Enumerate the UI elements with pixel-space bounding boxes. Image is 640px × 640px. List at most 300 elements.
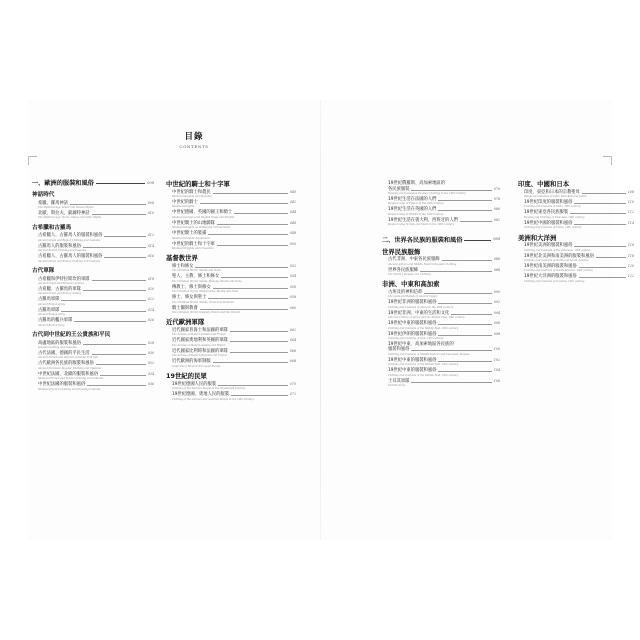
entry-page-number: 076: [493, 186, 500, 191]
entry-english-subtitle: Uniforms of Modern European Navies: [172, 364, 221, 368]
entry-title: 古希臘人、古羅馬人的服裝和風俗: [38, 254, 103, 260]
entry-title: 古希臘人、古羅馬人的服裝和風俗: [38, 233, 103, 239]
chapter: [32, 332, 154, 391]
toc-entry[interactable]: [32, 351, 154, 360]
entry-title: 中世紀的騎士: [172, 199, 198, 205]
entry-english-subtitle: Ancient Roman Navy: [38, 323, 65, 327]
leader-line: [451, 314, 492, 315]
leader-line: [234, 213, 288, 214]
chapter-title: 近代歐洲軍隊: [166, 318, 205, 327]
entry-title: 19世紀俄羅斯、高加索地區的: [388, 181, 446, 186]
entry-title: 土耳其軍隊: [388, 378, 410, 384]
entry-title: 古羅馬人的服裝和風俗: [38, 243, 81, 249]
toc-entry[interactable]: [32, 318, 154, 327]
entry-page-number: 072: [289, 392, 296, 396]
entry-english-subtitle: Medieval French Clothing and Dressing Customs: [38, 387, 101, 391]
entry-english-subtitle: The Armies of Modern Prussia and France: [172, 333, 226, 337]
toc-entry[interactable]: [518, 210, 634, 219]
entry-title: 高盧地區的服裝和風俗: [38, 340, 81, 346]
entry-page-number: 120: [627, 263, 634, 268]
entry-english-subtitle: Ancient Greek and Roman Clothing and Customs: [38, 238, 101, 242]
entry-page-number: 044: [289, 210, 296, 215]
entry-english-subtitle: Clothing and Customs of the Middle East, 19th century: [388, 326, 459, 330]
entry-title: 古希臘和伊特拉斯坎的軍隊: [38, 276, 90, 282]
leader-line: [230, 352, 288, 353]
leader-line: [574, 224, 625, 225]
entry-page-number: 018: [147, 276, 154, 281]
entry-page-number: 048: [289, 231, 296, 236]
entry-english-subtitle: Ancient Roman Army: [38, 302, 65, 306]
entry-page-number: 060: [289, 305, 296, 310]
entry-english-subtitle: Religious Costumes of India, East Asia and Japan: [524, 195, 587, 198]
leader-line: [579, 267, 626, 268]
entry-page-number: 016: [147, 254, 154, 259]
entry-title-continued: 各民族服裝: [388, 186, 410, 192]
toc-entry[interactable]: [166, 210, 296, 219]
toc-entry[interactable]: [518, 243, 634, 252]
entry-title: 19世紀中東的服裝和風俗: [388, 357, 437, 363]
toc-entry[interactable]: [518, 221, 634, 230]
toc-entry[interactable]: [166, 285, 296, 294]
entry-title: 傳教士、修士與修女: [172, 284, 211, 290]
chapter-title: 神話時代: [32, 192, 55, 198]
toc-entry[interactable]: [32, 233, 154, 242]
leader-line: [438, 303, 491, 304]
toc-entry[interactable]: [166, 338, 296, 347]
entry-english-subtitle: The Christian World: Saints, Bishops, Monks and Nuns: [172, 279, 242, 283]
entry-page-number: 026: [147, 318, 154, 323]
entry-title: 19世紀生活在法國的人們: [388, 196, 437, 202]
leader-line: [83, 290, 146, 291]
leader-line: [438, 361, 491, 362]
entry-title: 19世紀非洲、中東的生活和文化: [388, 310, 450, 316]
leader-line: [92, 280, 146, 281]
entry-page-number: 086: [493, 257, 500, 262]
entry-page-number: 080: [493, 207, 500, 212]
leader-line: [411, 190, 491, 191]
entry-title: 中世紀的騎士和十字軍: [172, 241, 215, 247]
chapter: [32, 192, 154, 220]
leader-line: [213, 362, 288, 363]
entry-title: 中世紀德國、英國的國王和騎士: [172, 210, 233, 216]
entry-page-number: 070: [289, 381, 296, 386]
entry-page-number: 056: [289, 284, 296, 289]
toc-entry[interactable]: [32, 308, 154, 317]
entry-english-subtitle: Life and Culture of Africa and the Middle East, 19th century: [388, 316, 465, 320]
entry-english-subtitle: Ancient Greek and Roman Armies: [38, 292, 82, 296]
chapter: [382, 249, 500, 277]
leader-line: [213, 193, 288, 194]
toc-entry[interactable]: [32, 297, 154, 306]
entry-title: 中世紀的騎士和農民: [172, 189, 211, 195]
leader-line: [70, 204, 146, 205]
toc-entry[interactable]: [382, 332, 500, 341]
leader-line: [438, 371, 491, 372]
entry-page-number: 054: [289, 274, 296, 279]
entry-english-subtitle: The Armies of Modern Belgium and France: [172, 354, 227, 358]
entry-page-number: 092: [493, 300, 500, 305]
toc-entry[interactable]: [166, 200, 296, 209]
toc-entry[interactable]: [166, 221, 296, 230]
entry-english-subtitle: The Armies of Modern Austria and Britain: [172, 343, 226, 347]
entry-page-number: 046: [289, 220, 296, 225]
entry-title: 19世紀德國、奧地人民的服裝: [172, 392, 230, 397]
toc-entry[interactable]: [166, 349, 296, 358]
toc-entry[interactable]: [32, 382, 154, 391]
entry-english-subtitle: Ancient Roman Army: [38, 313, 65, 317]
toc-title: 目錄: [184, 132, 204, 142]
leader-line: [438, 335, 491, 336]
entry-title: 中世紀騎士的裝備: [172, 231, 207, 237]
chapter: [166, 373, 296, 401]
entry-page-number: 100: [493, 347, 500, 352]
entry-english-subtitle: Clothing and Customs of the Middle East, 19th century: [388, 373, 459, 377]
chapter: [382, 281, 500, 387]
entry-english-subtitle: Clothing and Customs of North and South America: [524, 259, 589, 263]
leader-line: [61, 311, 145, 312]
toc-entry[interactable]: [382, 197, 500, 206]
entry-page-number: 052: [289, 263, 296, 268]
leader-line: [411, 350, 491, 351]
section-heading: [382, 235, 500, 244]
entry-page-number: 010: [147, 210, 154, 215]
entry-english-subtitle: Clothing and Customs of the Americas, 19th century: [524, 248, 591, 252]
entry-title: 19世紀南美洲的服裝和風俗: [524, 263, 577, 269]
entry-title: 19世紀中國的服裝和風俗: [524, 220, 573, 226]
entry-english-subtitle: Clothing and Customs of South America, 19th century: [524, 269, 593, 273]
entry-page-number: 108: [627, 189, 634, 194]
toc-entry[interactable]: [166, 274, 296, 283]
leader-line: [96, 364, 146, 365]
toc-entry[interactable]: [32, 372, 154, 381]
entry-page-number: 058: [289, 295, 296, 300]
toc-entry[interactable]: [32, 341, 154, 350]
chapter-title: 印度、中國和日本: [518, 180, 570, 188]
leader-line: [424, 293, 492, 294]
entry-page-number: 020: [147, 286, 154, 291]
toc-entry[interactable]: [382, 379, 500, 388]
entry-english-subtitle: Medieval Knights and Peasants: [172, 195, 212, 198]
entry-page-number: 094: [493, 310, 500, 315]
leader-line: [208, 298, 288, 299]
entry-page-number: 112: [627, 210, 634, 215]
entry-title: 19世紀伊朗的服裝和風俗: [388, 331, 437, 337]
leader-line: [100, 375, 146, 376]
toc-entry[interactable]: [166, 306, 296, 315]
toc-column-1: [32, 178, 154, 391]
entry-title: 古羅馬軍隊: [38, 297, 60, 303]
entry-title: 古代非洲、中東各民族服飾: [388, 257, 440, 263]
entry-page-number: 122: [627, 274, 634, 279]
leader-line: [570, 213, 626, 214]
leader-line: [582, 193, 626, 194]
entry-page-number: 078: [493, 196, 500, 201]
entry-page-number: 064: [289, 338, 296, 343]
leader-line: [195, 267, 287, 268]
entry-page-number: 062: [289, 327, 296, 332]
chapter: [518, 235, 634, 284]
entry-title: 19世紀生活在英國的人們: [388, 207, 437, 213]
entry-english-subtitle: Clothing and Customs of India, 19th century: [524, 205, 581, 209]
chapter: [166, 181, 296, 250]
entry-english-subtitle: Peoples and Clothing of East Asia, 19th century: [524, 215, 585, 219]
entry-english-subtitle: The World's Peoples and Clothing: [388, 273, 431, 277]
toc-heading: [134, 130, 254, 149]
entry-page-number: 024: [147, 307, 154, 312]
entry-english-subtitle: Russian and Caucasian Peoples' Clothing in the 19th Century: [388, 192, 466, 195]
toc-entry[interactable]: [166, 359, 296, 368]
entry-english-subtitle: Ancient French and German Common Folk Life: [38, 356, 98, 360]
entry-page-number: 050: [289, 241, 296, 246]
leader-line: [104, 257, 145, 258]
leader-line: [460, 221, 492, 222]
leader-line: [574, 246, 625, 247]
entry-page-number: 040: [289, 189, 296, 194]
entry-page-number: 102: [493, 357, 500, 362]
leader-line: [213, 288, 288, 289]
entry-title: 近代國家比利時和法國的軍隊: [172, 348, 228, 354]
leader-line: [596, 257, 626, 258]
chapter-title: 古代到中世紀的王公貴族和平民: [32, 332, 111, 339]
entry-page-number: 114: [627, 220, 634, 225]
leader-line: [61, 300, 145, 301]
leader-line: [87, 385, 146, 386]
entry-english-subtitle: Medieval Knights: [172, 205, 195, 209]
leader-line: [230, 331, 288, 332]
section-label: 一、歐洲的服裝和風俗: [32, 180, 94, 187]
chapter-title: 中世紀的騎士和十字軍: [166, 180, 230, 188]
entry-english-subtitle: People Living in France in the 19th Century: [388, 202, 444, 206]
entry-title: 19世紀中東的服裝和風俗: [388, 368, 437, 374]
book-spread: [28, 100, 634, 540]
leader-line: [74, 321, 146, 322]
toc-entry[interactable]: [382, 321, 500, 330]
entry-page-number: 106: [493, 378, 500, 383]
entry-title: 世界各民族服飾: [388, 267, 419, 273]
toc-entry[interactable]: [32, 287, 154, 296]
toc-entry[interactable]: [382, 368, 500, 377]
corner-mark: [28, 156, 37, 165]
toc-column-2: [166, 176, 296, 401]
leader-line: [574, 203, 625, 204]
chapter-title: 古希臘和古羅馬: [32, 224, 72, 231]
leader-line: [92, 214, 146, 215]
chapter-title: 基督教世界: [166, 254, 198, 263]
entry-english-subtitle: Clothing and Customs of Africa in the 19th Century: [388, 305, 454, 309]
entry-title: 古埃及的神和信仰: [388, 289, 423, 295]
toc-entry[interactable]: [32, 201, 154, 210]
toc-entry[interactable]: [32, 254, 154, 263]
toc-entry[interactable]: [166, 231, 296, 240]
leader-line: [438, 324, 491, 325]
entry-title: 19世紀生活在義大利、西班牙的人們: [388, 217, 458, 223]
entry-title: 印度、東亞和日本的宗教聖母: [524, 189, 580, 195]
entry-english-subtitle: The Christian World: Monks, Nuns and Templars: [172, 300, 234, 304]
entry-page-number: 012: [147, 233, 154, 238]
entry-english-subtitle: Ancient Greek and Roman Clothing and Customs: [38, 259, 101, 263]
chapter: [32, 225, 154, 263]
entry-title: 19世紀非洲的服裝和風俗: [388, 300, 437, 306]
leader-line: [92, 354, 146, 355]
leader-line: [231, 395, 288, 396]
leader-line: [438, 210, 491, 211]
entry-title: 北歐、斯拉夫、凱爾特神話: [38, 210, 90, 216]
toc-entry[interactable]: [518, 274, 634, 283]
entry-page-number: 082: [493, 217, 500, 222]
entry-title: 古羅馬的艦兵軍隊: [38, 318, 73, 324]
leader-line: [83, 344, 146, 345]
entry-page-number: 042: [289, 199, 296, 204]
entry-page-number: 022: [147, 297, 154, 302]
entry-english-subtitle: Ancient Roman Clothing and Customs: [38, 249, 87, 253]
entry-english-subtitle: Clothing and Customs of the Middle East, 19th century: [388, 363, 459, 367]
entry-page-number: 066: [289, 348, 296, 353]
leader-line: [438, 200, 491, 201]
leader-line: [442, 260, 492, 261]
toc-entry[interactable]: [166, 295, 296, 304]
toc-entry[interactable]: [166, 382, 296, 391]
entry-title: 19世紀東亞各民族服裝: [524, 210, 569, 216]
entry-page-number: 014: [147, 243, 154, 248]
leader-line: [83, 247, 146, 248]
leader-line: [96, 183, 145, 184]
entry-english-subtitle: The Gods and Beliefs of Ancient Egypt: [388, 295, 437, 299]
toc-entry[interactable]: [518, 254, 634, 263]
entry-title: 古代法國、德國的平民生活: [38, 350, 90, 356]
entry-page-number: 030: [147, 350, 154, 355]
toc-entry[interactable]: [166, 190, 296, 199]
toc-entry[interactable]: [518, 190, 634, 199]
toc-entry[interactable]: [382, 290, 500, 299]
chapter-title: 19世紀的民眾: [166, 372, 207, 381]
toc-entry[interactable]: [382, 358, 500, 367]
entry-page-number: 028: [147, 340, 154, 345]
entry-english-subtitle: Medieval Knights on Horseback Tournaments: [172, 226, 230, 230]
entry-english-subtitle: People Living in Britain in the 19th Century: [388, 212, 444, 216]
toc-entry[interactable]: [382, 342, 500, 356]
entry-english-subtitle: Clothing and Customs of China, 19th century: [524, 226, 582, 230]
entry-english-subtitle: Ancient African and Middle Eastern Peoples' Clothing: [388, 262, 457, 266]
toc-entry[interactable]: [32, 211, 154, 220]
entry-page-number: 116: [627, 243, 634, 248]
entry-english-subtitle: Medieval French and Nordic Clothing and Customs: [38, 377, 104, 381]
entry-english-subtitle: The Christian World: Knightly Orders and the Church: [172, 311, 241, 315]
entry-page-number: 008: [147, 200, 154, 205]
entry-title: 希臘、羅馬神話: [38, 200, 69, 206]
toc-entry[interactable]: [382, 268, 500, 277]
toc-subtitle: CONTENTS: [179, 144, 209, 149]
leader-line: [230, 341, 288, 342]
toc-entry[interactable]: [518, 200, 634, 209]
chapter-title: 世界民族服飾: [382, 247, 421, 256]
leader-line: [217, 224, 288, 225]
entry-title: 19世紀德國人民的服裝: [172, 381, 217, 387]
entry-title: 騎士團與教會: [172, 305, 198, 311]
leader-line: [579, 277, 626, 278]
section-label: 二、世界各民族的服裝和風俗: [382, 236, 463, 244]
entry-english-subtitle: Gaulish Clothing and Customs: [38, 346, 77, 350]
toc-entry[interactable]: [166, 264, 296, 273]
entry-english-subtitle: Ancient European Peoples' Clothing and Customs: [38, 366, 101, 370]
entry-title: 古希臘、古羅馬的軍隊: [38, 286, 81, 292]
toc-entry[interactable]: [166, 392, 296, 401]
toc-entry[interactable]: [518, 264, 634, 273]
leader-line: [217, 245, 288, 246]
entry-page-number: 068: [289, 359, 296, 364]
toc-entry[interactable]: [32, 277, 154, 286]
toc-entry[interactable]: [382, 311, 500, 320]
entry-page-number: 118: [627, 253, 634, 258]
leader-line: [200, 203, 288, 204]
toc-column-3: [382, 176, 500, 388]
toc-entry[interactable]: [382, 218, 500, 227]
section-heading: [32, 178, 154, 187]
chapter-title: 美洲和大洋洲: [518, 233, 557, 242]
toc-entry[interactable]: [382, 207, 500, 216]
entry-english-subtitle: Clothing and Customs of Oceania, 19th century: [524, 279, 585, 283]
entry-english-subtitle: The Mythical Age: Greek and Roman Myths: [38, 206, 94, 209]
entry-english-subtitle: People Living in Italy and Spain in the 19th Century: [388, 223, 455, 227]
entry-title: 近代歐洲的海軍制服: [172, 359, 211, 365]
entry-english-subtitle: Clothing of the German and Austrian People in the 19th Century: [172, 397, 254, 401]
chapter-title: 非洲、中東和高加索: [382, 280, 440, 289]
entry-title: 修士和修女: [172, 263, 194, 269]
chapter: [166, 319, 296, 368]
entry-title: 聖人、主教、修士和修女: [172, 274, 220, 280]
entry-english-subtitle: Clothing of the German People in the Nineteenth Century: [172, 387, 246, 391]
leader-line: [104, 236, 145, 237]
toc-entry[interactable]: [382, 300, 500, 309]
entry-page-number: 098: [493, 331, 500, 336]
entry-page-number: 036: [147, 382, 154, 387]
book-gutter: [320, 100, 321, 540]
chapter: [32, 268, 154, 327]
toc-entry[interactable]: [382, 181, 500, 195]
chapter: [166, 255, 296, 314]
entry-page-number: 088: [493, 267, 500, 272]
section-page-number: 008: [147, 180, 154, 185]
toc-entry[interactable]: [32, 361, 154, 370]
entry-title: 古羅馬軍隊: [38, 307, 60, 313]
corner-mark: [603, 156, 612, 165]
leader-line: [411, 382, 491, 383]
entry-english-subtitle: The Christian World: Missionaries, Monks and Nuns: [172, 290, 239, 294]
toc-entry[interactable]: [32, 244, 154, 253]
leader-line: [420, 271, 492, 272]
entry-title: 19世紀大洋洲的服裝和風俗: [524, 274, 577, 280]
toc-entry[interactable]: [166, 328, 296, 337]
entry-page-number: 032: [147, 361, 154, 366]
entry-english-subtitle: Turkish Army: [388, 384, 406, 388]
leader-line: [464, 240, 491, 241]
entry-title: 近代國家奧地利和英國的軍隊: [172, 338, 228, 344]
toc-entry[interactable]: [166, 242, 296, 251]
leader-line: [221, 277, 288, 278]
section-page-number: 084: [493, 237, 500, 242]
entry-title: 19世紀印度的服裝和風俗: [524, 199, 573, 205]
entry-page-number: 090: [493, 289, 500, 294]
entry-english-subtitle: Medieval Knights and Crusaders: [172, 247, 214, 251]
entry-english-subtitle: The Christian World: Monks and Nuns: [172, 269, 221, 273]
entry-english-subtitle: The Mythical Age: Norse, Slavic and Celtic Myths: [38, 216, 102, 220]
entry-page-number: 110: [627, 199, 634, 204]
leader-line: [200, 309, 288, 310]
entry-title: 中世紀騎士的山地騎隊: [172, 220, 215, 226]
toc-entry[interactable]: [382, 257, 500, 266]
leader-line: [218, 385, 288, 386]
entry-page-number: 104: [493, 368, 500, 373]
entry-title: 中世紀法國、北歐的服裝和風俗: [38, 371, 99, 377]
